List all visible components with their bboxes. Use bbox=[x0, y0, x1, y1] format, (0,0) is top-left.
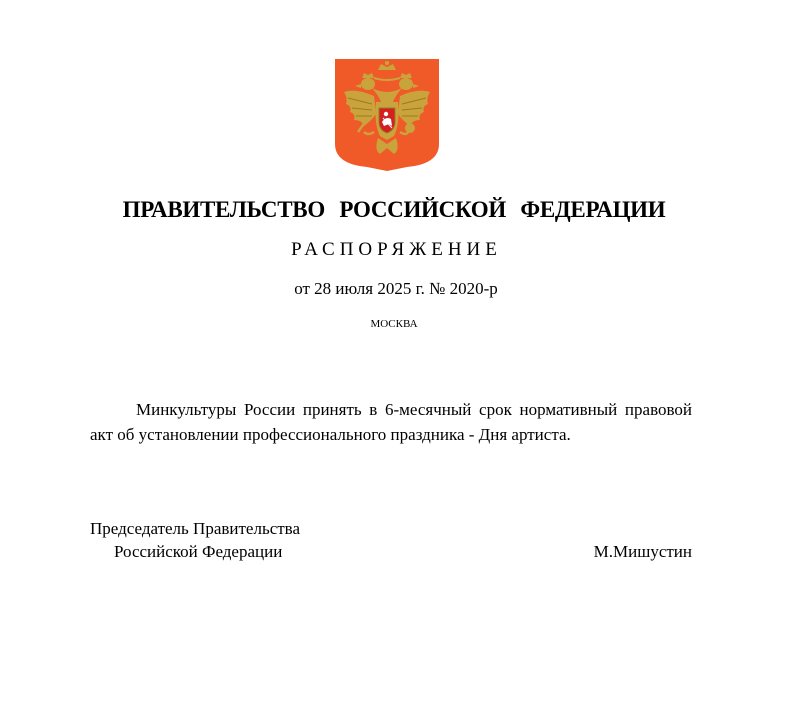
document-date-number: от 28 июля 2025 г. № 2020-р bbox=[294, 279, 498, 298]
signatory-position-line1: Председатель Правительства bbox=[90, 519, 301, 538]
signatory-position bbox=[90, 517, 300, 563]
order-text: Минкультуры России принять в 6-месячный срок нормативный правовой акт об установлении профессионального праздника - Дня артиста. bbox=[90, 400, 692, 444]
document-type: РАСПОРЯЖЕНИЕ bbox=[291, 239, 502, 260]
signatory-name: М.Мишустин bbox=[593, 542, 692, 561]
document-city: МОСКВА bbox=[370, 318, 418, 330]
signatory-position-line2: Российской Федерации bbox=[114, 542, 283, 561]
coat-of-arms-icon bbox=[334, 58, 440, 172]
government-title: ПРАВИТЕЛЬСТВО РОССИЙСКОЙ ФЕДЕРАЦИИ bbox=[122, 197, 666, 222]
